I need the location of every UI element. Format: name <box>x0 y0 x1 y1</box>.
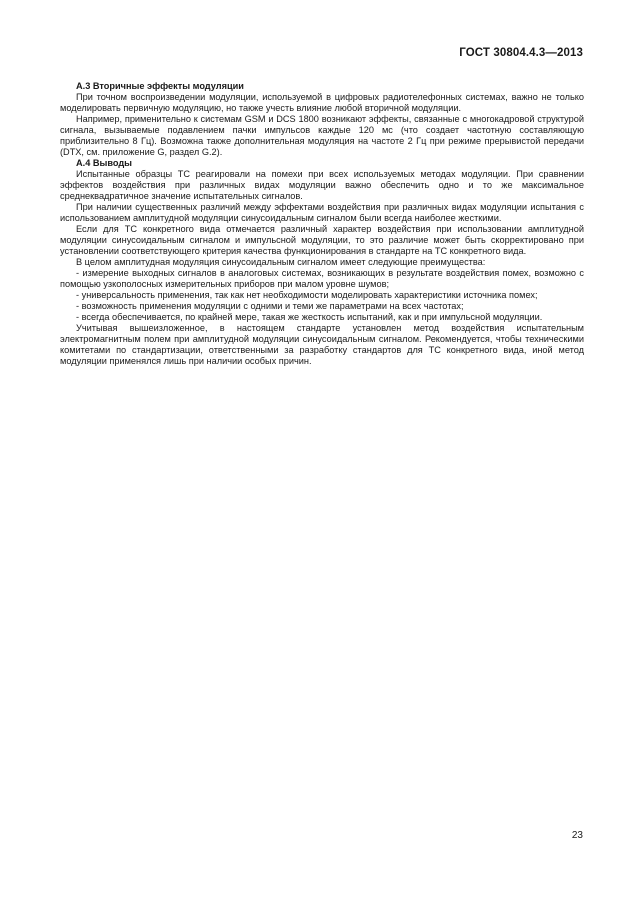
page-number: 23 <box>571 830 583 841</box>
paragraph: Учитывая вышеизложенное, в настоящем стандарте установлен метод воздействия испытательным электромагнитным полем при амплитудной модуляции синусоидальным сигналом. Рекомендуется, чтобы техническими комитетами по стандартизации, ответственными за разработку стандартов для ТС конкретного вида, иной метод модуляции применялся лишь при наличии особых причин. <box>60 323 584 366</box>
paragraph: В целом амплитудная модуляция синусоидальным сигналом имеет следующие преимущества: <box>76 257 486 267</box>
paragraph: Испытанные образцы ТС реагировали на помехи при всех используемых методах модуляции. При сравнении эффектов воздействия при различных видах модуляции важно обеспечить одно и то же максимальное среднеквадратичное значение испытательных сигналов. <box>60 169 584 201</box>
section-heading-a3: А.3 Вторичные эффекты модуляции <box>76 81 244 91</box>
list-item: - всегда обеспечивается, по крайней мере, такая же жесткость испытаний, как и при импульсной модуляции. <box>76 312 543 322</box>
section-heading-a4: А.4 Выводы <box>76 158 133 168</box>
paragraph: Например, применительно к системам GSM и DCS 1800 возникают эффекты, связанные с многокадровой структурой сигнала, вызываемые подавлением пачки импульсов каждые 120 мс (что создает частотную составляющую приблизительно 8 Гц). Возможна также дополнительная модуляция на частоте 2 Гц при режиме прерывистой передачи (DTX, см. приложение G, раздел G.2). <box>60 114 584 157</box>
document-header: ГОСТ 30804.4.3—2013 <box>459 47 583 59</box>
list-item: - измерение выходных сигналов в аналоговых системах, возникающих в результате воздействия помех, возможно с помощью узкополосных измерительных приборов при малом уровне шумов; <box>60 268 584 289</box>
paragraph: Если для ТС конкретного вида отмечается различный характер воздействия при использовании амплитудной модуляции синусоидальным сигналом и импульсной модуляции, то это различие может быть скорректировано при установлении соответствующего критерия качества функционирования в стандарте на ТС конкретного вида. <box>60 224 584 256</box>
paragraph: При точном воспроизведении модуляции, используемой в цифровых радиотелефонных системах, важно не только моделировать первичную модуляцию, но также учесть влияние любой вторичной модуляции. <box>60 92 584 113</box>
document-body <box>60 81 584 367</box>
paragraph: При наличии существенных различий между эффектами воздействия при различных видах модуляции испытания с использованием амплитудной модуляции синусоидальным сигналом были всегда наиболее жесткими. <box>60 202 584 223</box>
list-item: - универсальность применения, так как нет необходимости моделировать характеристики источника помех; <box>76 290 538 300</box>
list-item: - возможность применения модуляции с одними и теми же параметрами на всех частотах; <box>76 301 464 311</box>
